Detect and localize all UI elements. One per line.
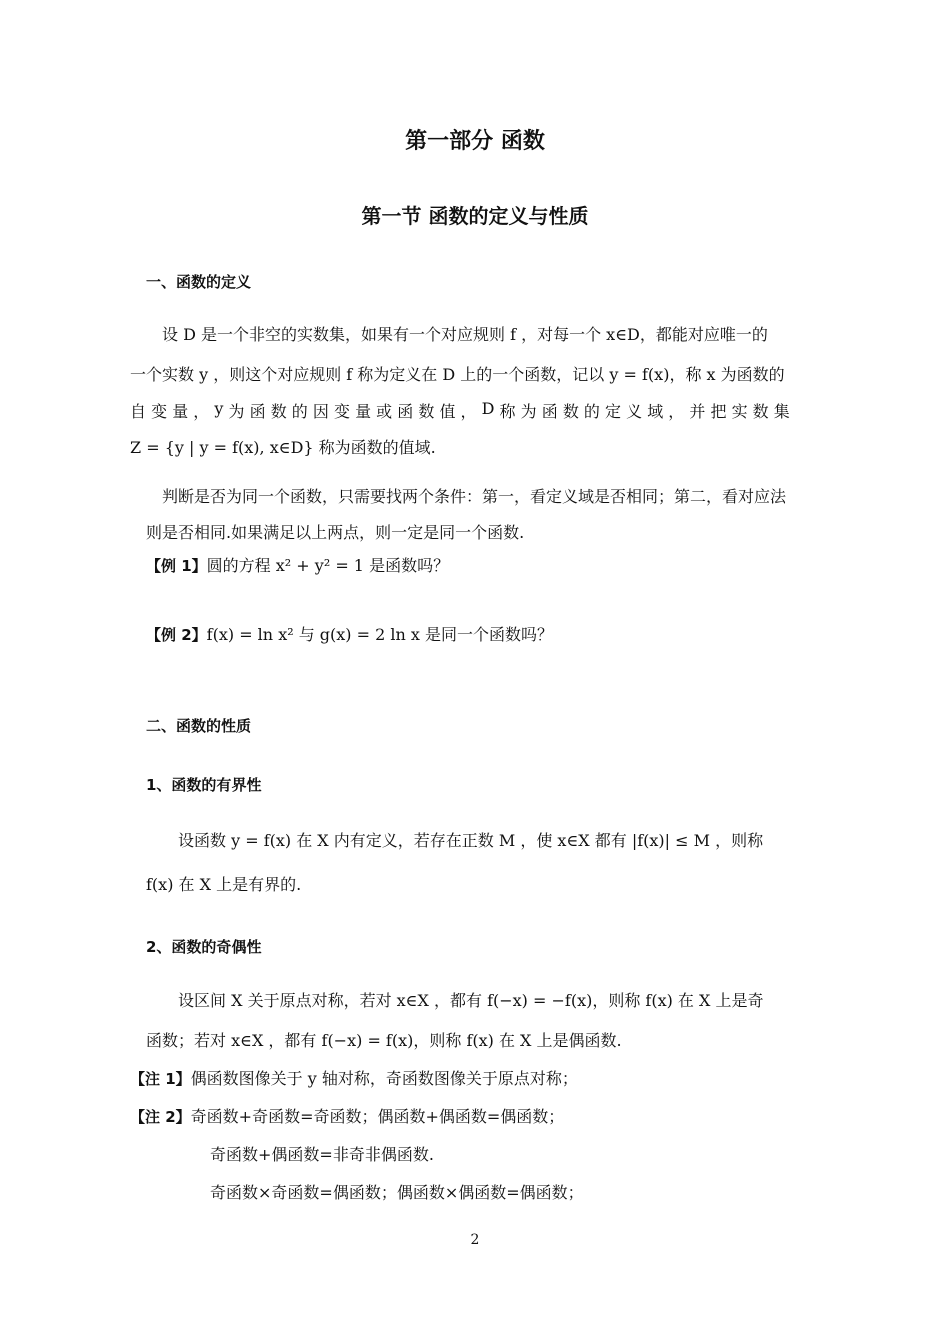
- definition-line-3-char: 域: [647, 402, 664, 421]
- definition-line-3-char: 变: [333, 402, 350, 421]
- heading-boundedness: 1、函数的有界性: [146, 776, 262, 794]
- definition-line-3-char: 数: [270, 402, 287, 421]
- example-2-label: 【例 2】: [146, 626, 207, 644]
- example-2: [146, 622, 553, 645]
- definition-line-3-char: 自: [130, 402, 147, 421]
- definition-line-3-char: 定: [605, 402, 622, 421]
- note-2: [130, 1104, 564, 1127]
- definition-line-3-char: 义: [626, 402, 643, 421]
- definition-line-3-char: 量: [355, 402, 372, 421]
- note-2-label: 【注 2】: [130, 1108, 191, 1126]
- judge-line-1: 判断是否为同一个函数，只需要找两个条件：第一，看定义域是否相同；第二，看对应法: [162, 487, 787, 506]
- judge-line-2: 则是否相同.如果满足以上两点，则一定是同一个函数.: [146, 523, 525, 542]
- note-1-label: 【注 1】: [130, 1070, 191, 1088]
- definition-line-3-char: 数: [752, 402, 769, 421]
- definition-line-3-char: 函: [249, 402, 266, 421]
- note-2-line-2: 奇函数+偶函数=非奇非偶函数.: [210, 1145, 434, 1164]
- definition-line-3-char: 因: [312, 402, 329, 421]
- definition-line-3-char: 变: [151, 402, 168, 421]
- definition-line-1: 设 D 是一个非空的实数集，如果有一个对应规则 f ，对每一个 x∈D，都能对应唯一的: [162, 325, 768, 344]
- boundedness-line-2: f(x) 在 X 上是有界的.: [146, 875, 302, 894]
- definition-line-3-char: D: [481, 399, 495, 418]
- part-title: 第一部分 函数: [405, 129, 545, 154]
- definition-line-3-char: 并: [689, 402, 706, 421]
- definition-line-3-char: 量: [172, 402, 189, 421]
- definition-line-3-char: 或: [376, 402, 393, 421]
- heading-parity: 2、函数的奇偶性: [146, 938, 262, 956]
- section-title: 第一节 函数的定义与性质: [361, 204, 589, 228]
- heading-function-definition: 一、函数的定义: [146, 273, 252, 291]
- example-1: [146, 553, 449, 576]
- definition-line-2: 一个实数 y ，则这个对应规则 f 称为定义在 D 上的一个函数，记以 y = f(x)，称 x 为函数的: [130, 365, 785, 384]
- example-1-text: 圆的方程 x² + y² = 1 是函数吗？: [206, 556, 450, 575]
- example-2-text: f(x) = ln x² 与 g(x) = 2 ln x 是同一个函数吗？: [206, 625, 554, 644]
- definition-line-3-char: 的: [583, 402, 600, 421]
- definition-line-3-char: 把: [710, 402, 727, 421]
- note-2-line-3: 奇函数×奇函数=偶函数；偶函数×偶函数=偶函数；: [210, 1183, 584, 1202]
- definition-line-3-char: y: [214, 399, 224, 418]
- definition-line-3-char: 函: [541, 402, 558, 421]
- heading-function-properties: 二、函数的性质: [146, 717, 252, 735]
- page-number: 2: [470, 1232, 480, 1248]
- definition-line-3-char: 实: [731, 402, 748, 421]
- definition-line-3: [130, 399, 790, 422]
- note-1-text: 偶函数图像关于 y 轴对称，奇函数图像关于原点对称；: [190, 1069, 578, 1088]
- definition-line-3-char: 数: [562, 402, 579, 421]
- definition-line-3-char: 称: [499, 402, 516, 421]
- definition-line-3-char: 集: [773, 402, 790, 421]
- definition-line-3-char: 的: [291, 402, 308, 421]
- example-1-label: 【例 1】: [146, 557, 207, 575]
- note-1: [130, 1066, 578, 1089]
- definition-line-3-char: 为: [228, 402, 245, 421]
- note-2-line-1: 奇函数+奇函数=奇函数；偶函数+偶函数=偶函数；: [190, 1107, 565, 1126]
- definition-line-3-char: ，: [668, 402, 685, 421]
- definition-line-3-char: ，: [193, 402, 210, 421]
- parity-line-2: 函数；若对 x∈X ，都有 f(−x) = f(x)，则称 f(x) 在 X 上是偶函数.: [146, 1031, 622, 1050]
- boundedness-line-1: 设函数 y = f(x) 在 X 内有定义，若存在正数 M ，使 x∈X 都有 |f(x)| ≤ M ，则称: [178, 831, 764, 850]
- definition-line-3-char: 为: [520, 402, 537, 421]
- parity-line-1: 设区间 X 关于原点对称，若对 x∈X ，都有 f(−x) = −f(x)，则称 f(x) 在 X 上是奇: [178, 991, 764, 1010]
- definition-line-3-char: ，: [460, 402, 477, 421]
- definition-line-3-char: 函: [397, 402, 414, 421]
- definition-line-4: Z = {y | y = f(x), x∈D} 称为函数的值域.: [130, 438, 436, 457]
- definition-line-3-char: 值: [439, 402, 456, 421]
- definition-line-3-char: 数: [418, 402, 435, 421]
